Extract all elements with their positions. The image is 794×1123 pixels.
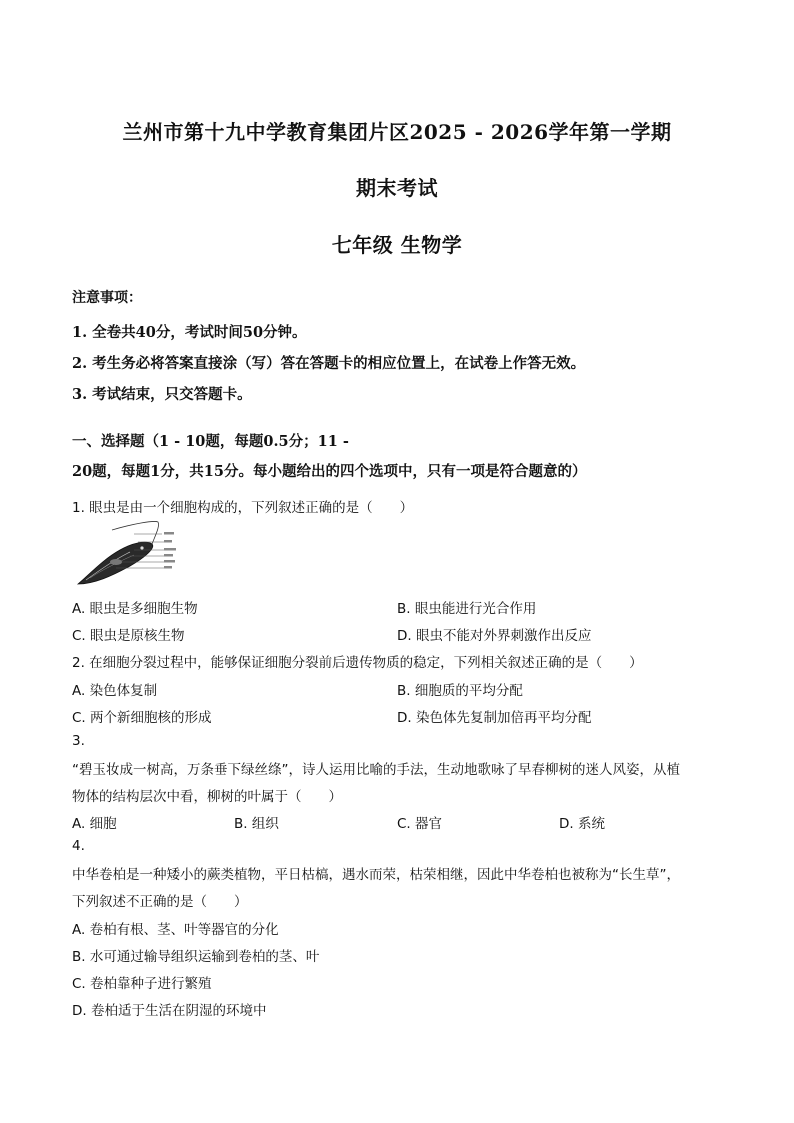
notice-heading: 注意事项： bbox=[72, 290, 142, 306]
question-2-stem: 2. 在细胞分裂过程中，能够保证细胞分裂前后遗传物质的稳定，下列相关叙述正确的是（ ） bbox=[72, 655, 643, 671]
question-2-option-b: B. 细胞质的平均分配 bbox=[397, 683, 523, 699]
question-3-option-a: A. 细胞 bbox=[72, 816, 117, 832]
question-4-option-a: A. 卷柏有根、茎、叶等器官的分化 bbox=[72, 922, 279, 938]
question-4-option-c: C. 卷柏靠种子进行繁殖 bbox=[72, 976, 212, 992]
euglena-diagram bbox=[72, 520, 182, 590]
question-2-option-d: D. 染色体先复制加倍再平均分配 bbox=[397, 710, 592, 726]
question-4-number: 4. bbox=[72, 838, 85, 854]
question-4-option-b: B. 水可通过输导组织运输到卷柏的茎、叶 bbox=[72, 949, 320, 965]
question-3-number: 3. bbox=[72, 733, 85, 749]
notice-item-3: 3. 考试结束，只交答题卡。 bbox=[72, 386, 252, 403]
euglena-figure-image bbox=[78, 521, 176, 584]
question-2-option-a: A. 染色体复制 bbox=[72, 683, 158, 699]
question-2-option-c: C. 两个新细胞核的形成 bbox=[72, 710, 212, 726]
question-1-option-a: A. 眼虫是多细胞生物 bbox=[72, 601, 198, 617]
question-3-stem-line1: “碧玉妆成一树高，万条垂下绿丝绦”，诗人运用比喻的手法，生动地歌咏了早春柳树的迷人风姿，从植 bbox=[72, 762, 680, 778]
notice-item-1: 1. 全卷共40分，考试时间50分钟。 bbox=[72, 324, 307, 341]
question-3-option-b: B. 组织 bbox=[234, 816, 279, 832]
question-4-option-d: D. 卷柏适于生活在阴湿的环境中 bbox=[72, 1003, 267, 1019]
question-1-stem: 1. 眼虫是由一个细胞构成的，下列叙述正确的是（ ） bbox=[72, 500, 414, 516]
question-3-option-c: C. 器官 bbox=[397, 816, 443, 832]
section-heading-line2: 20题，每题1分，共15分。每小题给出的四个选项中，只有一项是符合题意的） bbox=[72, 463, 587, 480]
section-heading-line1: 一、选择题（1 - 10题，每题0.5分；11 - bbox=[72, 433, 349, 450]
question-3-stem-line2: 物体的结构层次中看，柳树的叶属于（ ） bbox=[72, 789, 342, 805]
question-1-option-c: C. 眼虫是原核生物 bbox=[72, 628, 185, 644]
notice-item-2: 2. 考生务必将答案直接涂（写）答在答题卡的相应位置上，在试卷上作答无效。 bbox=[72, 355, 586, 372]
question-1-option-b: B. 眼虫能进行光合作用 bbox=[397, 601, 537, 617]
exam-grade-subject: 七年级 生物学 bbox=[331, 233, 463, 257]
exam-subtitle: 期末考试 bbox=[356, 176, 438, 200]
exam-title: 兰州市第十九中学教育集团片区2025 - 2026学年第一学期 bbox=[122, 120, 672, 144]
question-4-stem-line2: 下列叙述不正确的是（ ） bbox=[72, 894, 248, 910]
question-3-option-d: D. 系统 bbox=[559, 816, 605, 832]
question-4-stem-line1: 中华卷柏是一种矮小的蕨类植物，平日枯槁，遇水而荣，枯荣相继，因此中华卷柏也被称为“长生草”， bbox=[72, 867, 680, 883]
question-1-option-d: D. 眼虫不能对外界刺激作出反应 bbox=[397, 628, 592, 644]
